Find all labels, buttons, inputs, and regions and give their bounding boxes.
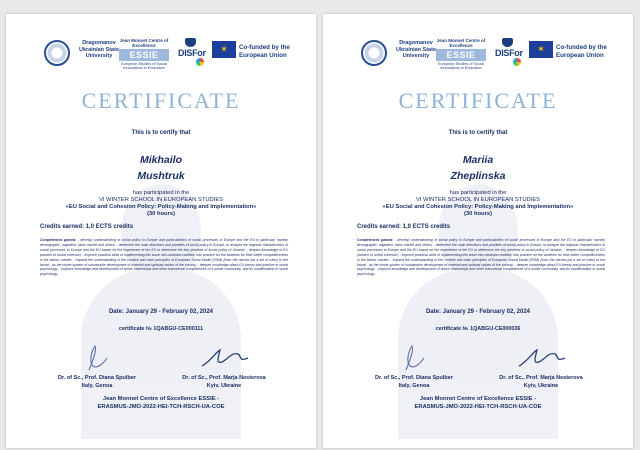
course-dates: Date: January 29 - February 02, 2024 — [108, 309, 214, 315]
certificate-page — [323, 14, 633, 448]
certify-text: This is to certify that — [448, 130, 508, 136]
participated-line: has participated in the — [132, 190, 190, 196]
school-name: VI WINTER SCHOOL IN EUROPEAN STUDIES — [98, 197, 224, 203]
recipient-name — [6, 152, 316, 184]
certificate-number: certificate № 1QABGU-CE000111 — [118, 326, 204, 332]
logo-strip — [323, 38, 633, 74]
eu-logo: ✶ Co-funded by the European Union — [529, 41, 629, 61]
jean-monnet-logo: Jean Monnet Centre of Excellence ESSIE European Studies of Social Innovations in Education — [119, 38, 169, 71]
competences-label: Competences gained: — [357, 238, 394, 242]
competences-paragraph — [40, 238, 288, 277]
certify-text: This is to certify that — [131, 130, 191, 136]
recipient-name — [323, 152, 633, 184]
disfor-logo: DISFor — [495, 38, 525, 68]
eu-logo: ✶ Co-funded by the European Union — [212, 41, 312, 61]
school-name: VI WINTER SCHOOL IN EUROPEAN STUDIES — [415, 197, 541, 203]
university-seal-icon — [44, 40, 70, 66]
course-name: «EU Social and Cohesion Policy: Policy-Making and Implementation» — [382, 204, 574, 210]
signature-mark-icon — [384, 342, 444, 374]
last-name: Mushtruk — [137, 170, 185, 182]
credits-earned: Credits earned: 1,0 ECTS credits — [40, 224, 134, 230]
participation-block — [323, 190, 633, 218]
competences-label: Competences gained: — [40, 238, 77, 242]
logo-strip — [6, 38, 316, 74]
signature-mark-icon — [67, 342, 127, 374]
university-logo: Dragomanov Ukrainian State University — [361, 40, 471, 70]
certificate-title: CERTIFICATE — [398, 88, 558, 113]
signature-mark-icon — [194, 342, 254, 374]
first-name: Mariia — [462, 154, 494, 166]
certificate-footer: Jean Monnet Centre of Excellence ESSIE - ERASMUS-JMO-2022-HEI-TCH-RSCH-UA-COE — [97, 396, 225, 410]
certificate-number: certificate № 1QABGU-CE000036 — [435, 326, 521, 332]
competences-paragraph — [357, 238, 605, 277]
first-name: Mikhailo — [139, 154, 182, 166]
certificate-footer: Jean Monnet Centre of Excellence ESSIE - ERASMUS-JMO-2022-HEI-TCH-RSCH-UA-COE — [414, 396, 542, 410]
signature-left: Dr. of Sc., Prof. Diana Spulber Italy, Genoa — [42, 342, 152, 390]
signature-mark-icon — [511, 342, 571, 374]
course-hours: (30 hours) — [146, 211, 176, 217]
shield-icon — [185, 38, 196, 47]
certificate-title: CERTIFICATE — [81, 88, 241, 113]
shield-icon — [502, 38, 513, 47]
jean-monnet-logo: Jean Monnet Centre of Excellence ESSIE European Studies of Social Innovations in Education — [436, 38, 486, 71]
color-wheel-icon — [513, 58, 521, 66]
course-hours: (30 hours) — [463, 211, 493, 217]
course-dates: Date: January 29 - February 02, 2024 — [425, 309, 531, 315]
signature-right: Dr. of Sc., Prof. Marja Nesterova Kyiv, Ukraine — [164, 342, 284, 390]
last-name: Zheplinska — [450, 170, 506, 182]
signature-right: Dr. of Sc., Prof. Marja Nesterova Kyiv, Ukraine — [481, 342, 601, 390]
participated-line: has participated in the — [449, 190, 507, 196]
signature-left: Dr. of Sc., Prof. Diana Spulber Italy, Genoa — [359, 342, 469, 390]
course-name: «EU Social and Cohesion Policy: Policy-Making and Implementation» — [65, 204, 257, 210]
university-logo: Dragomanov Ukrainian State University — [44, 40, 154, 70]
eu-flag-icon: ✶ — [529, 41, 553, 58]
participation-block — [6, 190, 316, 218]
color-wheel-icon — [196, 58, 204, 66]
certificate-page — [6, 14, 316, 448]
eu-flag-icon: ✶ — [212, 41, 236, 58]
competences-text: - develop understanding of social policy in Europe and particularities of social processes in Europe and the EU in particular, namely demographic, migration, labor market and others; - determine the main directions and priorities of social policy in Europe, to analyze the regional characteristics of social processes in Europe and the EU based on the experience of the EU to determine the key priorities of social policy of Ukraine; - deepen knowledge of EU practice of social cohesion; - improve practical skills of implementing this issue into ukrainian realities, into practice for the students for their better competitiveness in the labour market; - expand the understanding of the content and main principles of European Social Model (ESM) (from the narrow (as a set of rules) to the broad - as the whole system of sustainable development of material and spiritual values of the society; - deepen knowledge about EU theory and practice in social psychology; - improve knowledge and development of active citizenships and other transversal competences of a whole community, and its manifestation in social psychology. — [357, 238, 605, 277]
credits-earned: Credits earned: 1,0 ECTS credits — [357, 224, 451, 230]
university-seal-icon — [361, 40, 387, 66]
disfor-logo: DISFor — [178, 38, 208, 68]
competences-text: - develop understanding of social policy in Europe and particularities of social processes in Europe and the EU in particular, namely demographic, migration, labor market and others; - determine the main directions and priorities of social policy in Europe, to analyze the regional characteristics of social processes in Europe and the EU based on the experience of the EU to determine the key priorities of social policy of Ukraine; - deepen knowledge of EU practice of social cohesion; - improve practical skills of implementing this issue into ukrainian realities, into practice for the students for their better competitiveness in the labour market; - expand the understanding of the content and main principles of European Social Model (ESM) (from the narrow (as a set of rules) to the broad - as the whole system of sustainable development of material and spiritual values of the society; - deepen knowledge about EU theory and practice in social psychology; - improve knowledge and development of active citizenships and other transversal competences of a whole community, and its manifestation in social psychology. — [40, 238, 288, 277]
